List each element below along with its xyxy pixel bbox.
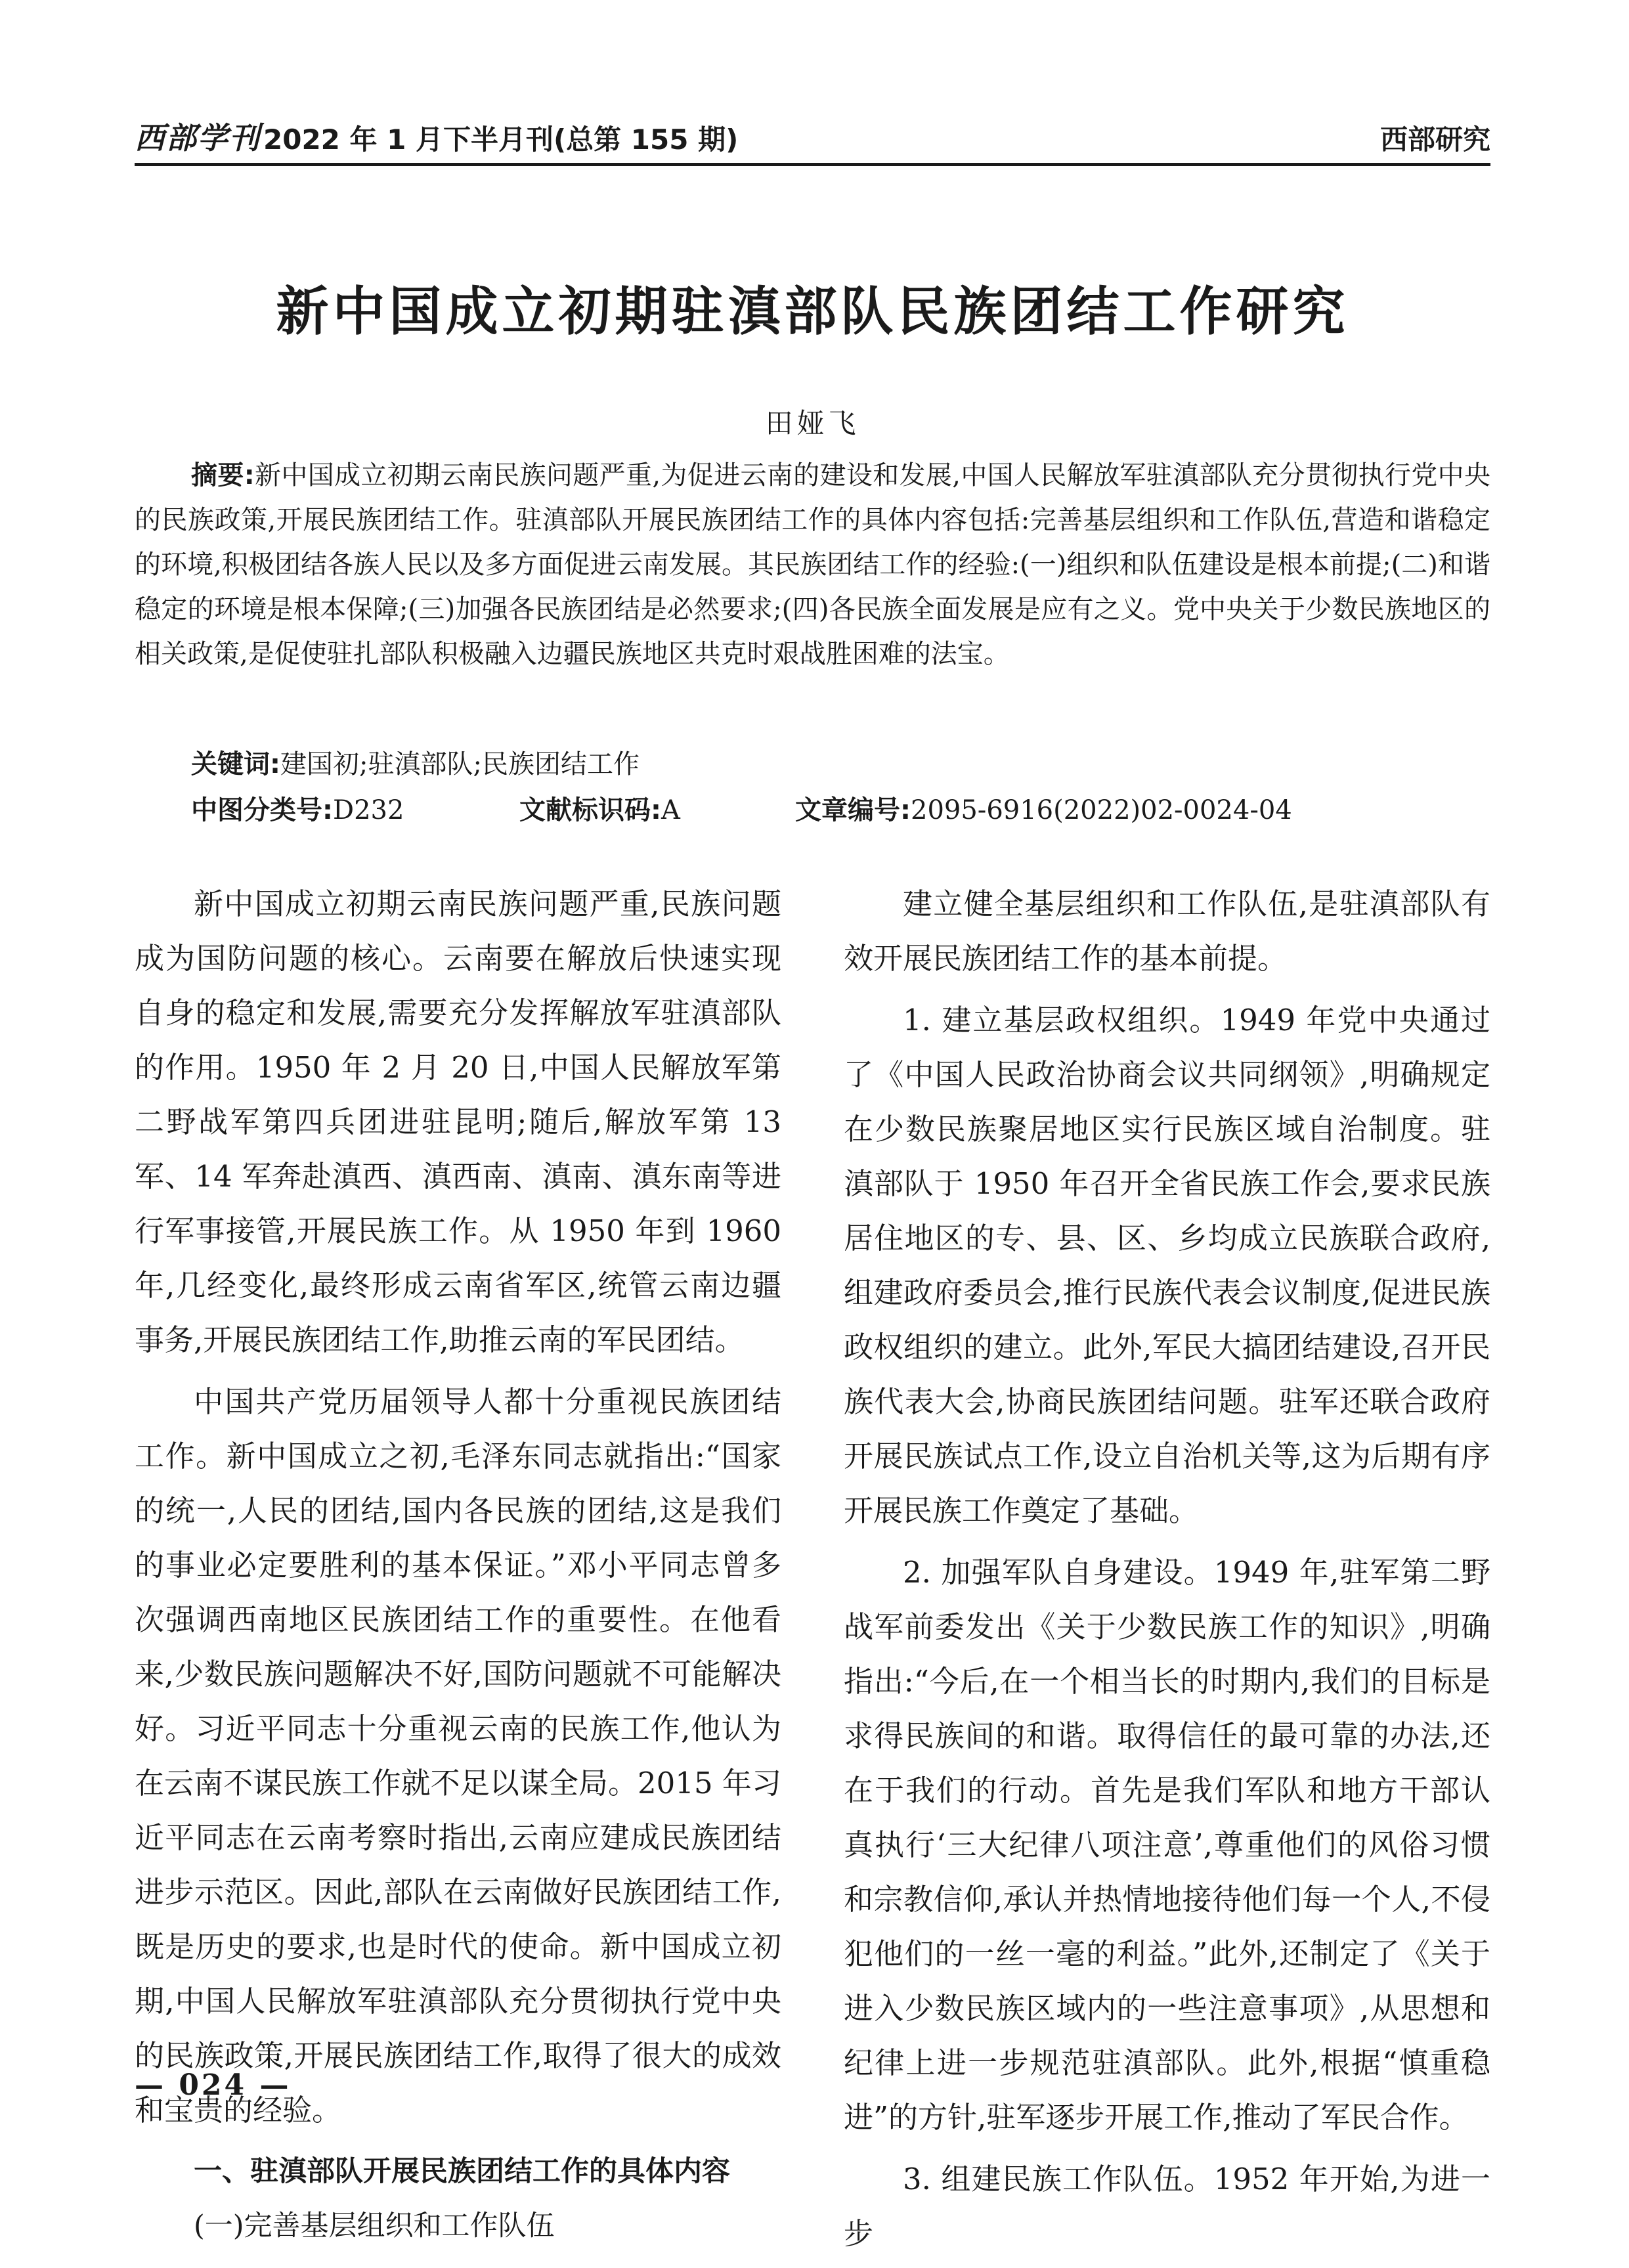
article-no-item [795, 788, 1490, 833]
body-paragraph: 中国共产党历届领导人都十分重视民族团结工作。新中国成立之初,毛泽东同志就指出:“国家的统一,人民的团结,国内各民族的团结,这是我们的事业必定要胜利的基本保证。”邓小平同志曾多次强调西南地区民族团结工作的重要性。在他看来,少数民族问题解决不好,国防问题就不可能解决好。习近平同志十分重视云南的民族工作,他认为在云南不谋民族工作就不足以谋全局。2015 年习近平同志在云南考察时指出,云南应建成民族团结进步示范区。因此,部队在云南做好民族团结工作,既是历史的要求,也是时代的使命。新中国成立初期,中国人民解放军驻滇部队充分贯彻执行党中央的民族政策,开展民族团结工作,取得了很大的成效和宝贵的经验。 [135, 1384, 781, 2127]
body-paragraph: 2. 加强军队自身建设。1949 年,驻军第二野战军前委发出《关于少数民族工作的知识》,明确指出:“今后,在一个相当长的时期内,我们的目标是求得民族间的和谐。取得信任的最可靠的办法,还在于我们的行动。首先是我们军队和地方干部认真执行‘三大纪律八项注意’,尊重他们的风俗习惯和宗教信仰,承认并热情地接待他们每一个人,不侵犯他们的一丝一毫的利益。”此外,还制定了《关于进入少数民族区域内的一些注意事项》,从思想和纪律上进一步规范驻滇部队。此外,根据“慎重稳进”的方针,驻军逐步开展工作,推动了军民合作。 [844, 1555, 1490, 2135]
body-paragraph: 新中国成立初期云南民族问题严重,民族问题成为国防问题的核心。云南要在解放后快速实现自身的稳定和发展,需要充分发挥解放军驻滇部队的作用。1950 年 2 月 20 日,中国人民解放军第二野战军第四兵团进驻昆明;随后,解放军第 13 军、14 军奔赴滇西、滇西南、滇南、滇东南等进行军事接管,开展民族工作。从 1950 年到 1960 年,几经变化,最终形成云南省军区,统管云南边疆事务,开展民族团结工作,助推云南的军民团结。 [135, 886, 781, 1357]
body-paragraph: 建立健全基层组织和工作队伍,是驻滇部队有效开展民族团结工作的基本前提。 [844, 886, 1490, 976]
abstract-label: 摘要: [191, 460, 255, 491]
article-no-value: 2095-6916(2022)02-0024-04 [911, 795, 1292, 825]
body-column-left [135, 877, 781, 2254]
article-author: 田娅飞 [765, 407, 860, 439]
journal-logo: 西部学刊 [135, 120, 261, 156]
section-heading: 一、驻滇部队开展民族团结工作的具体内容 [194, 2155, 730, 2188]
abstract-text: 新中国成立初期云南民族问题严重,为促进云南的建设和发展,中国人民解放军驻滇部队充分贯彻执行党中央的民族政策,开展民族团结工作。驻滇部队开展民族团结工作的具体内容包括:完善基层组织和工作队伍,营造和谐稳定的环境,积极团结各族人民以及多方面促进云南发展。其民族团结工作的经验:(一)组织和队伍建设是根本前提;(二)和谐稳定的环境是根本保障;(三)加强各民族团结是必然要求;(四)各民族全面发展是应有之义。党中央关于少数民族地区的相关政策,是促使驻扎部队积极融入边疆民族地区共克时艰战胜困难的法宝。 [135, 460, 1490, 669]
article-title: 新中国成立初期驻滇部队民族团结工作研究 [276, 280, 1349, 342]
body-paragraph: 3. 组建民族工作队伍。1952 年开始,为进一步 [844, 2162, 1490, 2251]
page-number: — 024 — [135, 2068, 292, 2102]
abstract [135, 453, 1490, 676]
section-name: 西部研究 [1379, 123, 1490, 156]
classification-line [191, 788, 1490, 833]
header-rule [135, 163, 1490, 166]
clc-value: D232 [333, 795, 404, 825]
doc-code-label: 文献标识码: [519, 795, 661, 825]
article-no-label: 文章编号: [795, 795, 911, 825]
issue-info: 2022 年 1 月下半月刊(总第 155 期) [263, 123, 739, 156]
body-paragraph: 1. 建立基层政权组织。1949 年党中央通过了《中国人民政治协商会议共同纲领》,明确规定在少数民族聚居地区实行民族区域自治制度。驻滇部队于 1950 年召开全省民族工作会,要求民族居住地区的专、县、区、乡均成立民族联合政府,组建政府委员会,推行民族代表会议制度,促进民族政权组织的建立。此外,军民大搞团结建设,召开民族代表大会,协商民族团结问题。驻军还联合政府开展民族试点工作,设立自治机关等,这为后期有序开展民族工作奠定了基础。 [844, 1003, 1490, 1528]
keywords-text: 建国初;驻滇部队;民族团结工作 [280, 749, 640, 779]
abstract-paragraph [135, 453, 1490, 676]
running-header [135, 112, 1490, 158]
subsection-heading: (一)完善基层组织和工作队伍 [194, 2210, 555, 2242]
keywords-line [191, 742, 640, 787]
doc-code-value: A [661, 795, 680, 825]
keywords-label: 关键词: [191, 749, 280, 779]
doc-code-item [519, 788, 795, 833]
header-left [135, 114, 738, 158]
body-column-right [844, 877, 1490, 2268]
clc-label: 中图分类号: [191, 795, 333, 825]
clc-item [191, 788, 519, 833]
